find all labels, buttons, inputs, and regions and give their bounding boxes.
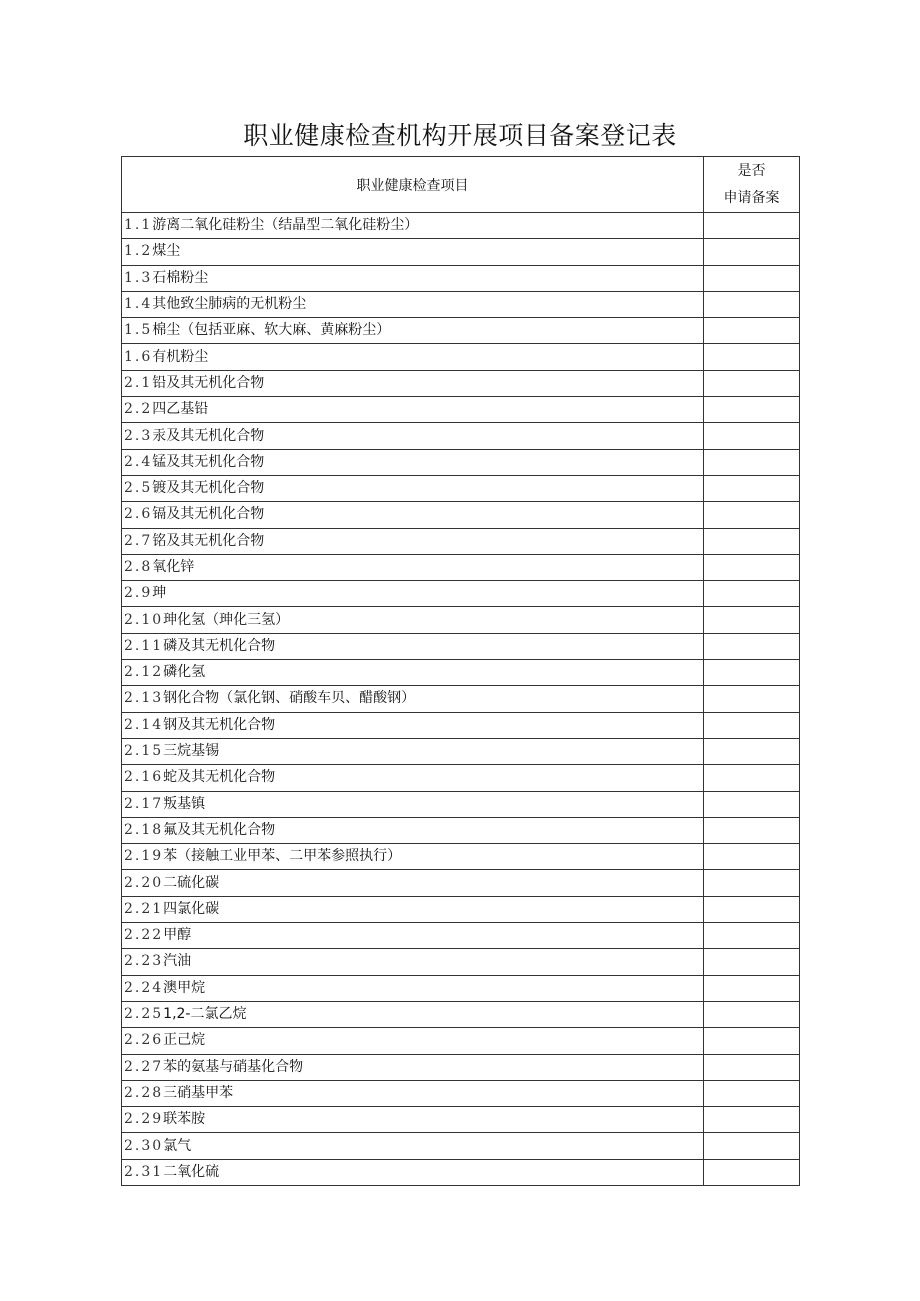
item-cell <box>122 923 704 949</box>
item-cell <box>122 738 704 764</box>
table-row <box>122 975 800 1001</box>
apply-checkbox-cell[interactable] <box>704 660 800 686</box>
apply-checkbox-cell[interactable] <box>704 423 800 449</box>
item-number: 1.1 <box>124 217 153 234</box>
item-cell <box>122 213 704 239</box>
item-cell <box>122 791 704 817</box>
table-header-row <box>122 157 800 213</box>
header-apply-line2: 申请备案 <box>723 189 780 206</box>
item-name: 镀及其无机化合物 <box>152 480 265 497</box>
apply-checkbox-cell[interactable] <box>704 686 800 712</box>
item-cell <box>122 318 704 344</box>
table-row <box>122 870 800 896</box>
item-number: 2.9 <box>124 585 153 602</box>
item-number: 2.12 <box>124 664 164 681</box>
item-cell <box>122 449 704 475</box>
item-name: 铭及其无机化合物 <box>152 532 265 549</box>
apply-checkbox-cell[interactable] <box>704 844 800 870</box>
table-row <box>122 817 800 843</box>
item-name: 钢化合物（氯化钢、硝酸车贝、醋酸钢） <box>163 690 416 707</box>
item-name: 珅化氢（珅化三氢） <box>163 611 290 628</box>
apply-checkbox-cell[interactable] <box>704 554 800 580</box>
table-row <box>122 633 800 659</box>
item-cell <box>122 660 704 686</box>
item-number: 1.3 <box>124 269 153 286</box>
item-cell <box>122 817 704 843</box>
item-number: 2.13 <box>124 690 164 707</box>
table-row <box>122 1107 800 1133</box>
item-number: 2.28 <box>124 1084 164 1101</box>
item-name: 氯气 <box>163 1137 192 1154</box>
apply-checkbox-cell[interactable] <box>704 923 800 949</box>
item-cell <box>122 528 704 554</box>
item-number: 2.23 <box>124 953 164 970</box>
item-name: 煤尘 <box>152 243 181 260</box>
item-number: 2.2 <box>124 401 153 418</box>
apply-checkbox-cell[interactable] <box>704 1107 800 1133</box>
table-row <box>122 370 800 396</box>
item-name: 棉尘（包括亚麻、软大麻、黄麻粉尘） <box>152 322 391 339</box>
apply-checkbox-cell[interactable] <box>704 397 800 423</box>
apply-checkbox-cell[interactable] <box>704 449 800 475</box>
apply-checkbox-cell[interactable] <box>704 1159 800 1185</box>
item-name: 甲醇 <box>163 927 192 944</box>
table-row <box>122 528 800 554</box>
item-name: 游离二氧化硅粉尘（结晶型二氧化硅粉尘） <box>152 217 419 234</box>
item-number: 2.30 <box>124 1137 164 1154</box>
apply-checkbox-cell[interactable] <box>704 738 800 764</box>
table-row <box>122 1133 800 1159</box>
item-number: 2.8 <box>124 559 153 575</box>
item-cell <box>122 475 704 501</box>
table-row <box>122 213 800 239</box>
apply-checkbox-cell[interactable] <box>704 370 800 396</box>
item-number: 2.27 <box>124 1058 164 1075</box>
table-row <box>122 1080 800 1106</box>
table-row <box>122 423 800 449</box>
item-cell <box>122 1001 704 1027</box>
item-number: 2.15 <box>124 743 164 760</box>
apply-checkbox-cell[interactable] <box>704 581 800 607</box>
item-number: 2.26 <box>124 1032 164 1049</box>
item-cell <box>122 344 704 370</box>
item-cell <box>122 1133 704 1159</box>
item-name: 有机粉尘 <box>152 348 209 365</box>
item-name: 三硝基甲苯 <box>163 1084 234 1101</box>
apply-checkbox-cell[interactable] <box>704 502 800 528</box>
item-number: 2.18 <box>124 821 164 838</box>
apply-checkbox-cell[interactable] <box>704 1133 800 1159</box>
item-name: 苯（接触工业甲苯、二甲苯参照执行） <box>163 848 402 865</box>
item-number: 2.14 <box>124 716 164 733</box>
item-cell <box>122 607 704 633</box>
item-name: 铅及其无机化合物 <box>152 374 265 391</box>
item-cell <box>122 712 704 738</box>
item-cell <box>122 291 704 317</box>
item-name: 其他致尘肺病的无机粉尘 <box>152 296 307 313</box>
item-number: 2.22 <box>124 927 164 944</box>
item-name: 联苯胺 <box>163 1111 206 1128</box>
item-name: 汽油 <box>163 953 192 970</box>
apply-checkbox-cell[interactable] <box>704 791 800 817</box>
table-row <box>122 554 800 580</box>
item-number: 2.17 <box>124 795 164 812</box>
item-number: 2.29 <box>124 1111 164 1128</box>
item-name: 叛基镇 <box>163 795 206 812</box>
item-name: 四乙基铅 <box>152 401 209 418</box>
apply-checkbox-cell[interactable] <box>704 475 800 501</box>
item-cell <box>122 1080 704 1106</box>
item-name: 磷及其无机化合物 <box>163 637 276 654</box>
table-row <box>122 765 800 791</box>
registration-table <box>121 156 800 1186</box>
apply-checkbox-cell[interactable] <box>704 239 800 265</box>
item-cell <box>122 896 704 922</box>
item-name: 四氯化碳 <box>163 900 220 917</box>
table-row <box>122 896 800 922</box>
table-row <box>122 844 800 870</box>
item-number: 2.25 <box>124 1006 164 1023</box>
item-cell <box>122 502 704 528</box>
apply-checkbox-cell[interactable] <box>704 949 800 975</box>
item-name: 二硫化碳 <box>163 874 220 891</box>
apply-checkbox-cell[interactable] <box>704 318 800 344</box>
item-number: 2.6 <box>124 506 153 523</box>
item-cell <box>122 949 704 975</box>
item-number: 2.31 <box>124 1163 164 1180</box>
table-row <box>122 1054 800 1080</box>
item-cell <box>122 633 704 659</box>
table-row <box>122 660 800 686</box>
table-row <box>122 607 800 633</box>
item-number: 2.11 <box>124 637 164 654</box>
item-name: 石棉粉尘 <box>152 269 209 286</box>
item-cell <box>122 1107 704 1133</box>
item-cell <box>122 423 704 449</box>
apply-checkbox-cell[interactable] <box>704 633 800 659</box>
item-name: 钢及其无机化合物 <box>163 716 276 733</box>
item-name: 蛇及其无机化合物 <box>163 769 276 786</box>
header-item-column: 职业健康检查项目 <box>122 157 704 213</box>
item-name: 澳甲烷 <box>163 979 206 996</box>
item-cell <box>122 844 704 870</box>
item-cell <box>122 975 704 1001</box>
item-name: 锰及其无机化合物 <box>152 453 265 470</box>
item-cell <box>122 1054 704 1080</box>
apply-checkbox-cell[interactable] <box>704 213 800 239</box>
item-cell <box>122 870 704 896</box>
item-name: 1,2-二氯乙烷 <box>163 1006 247 1023</box>
item-number: 2.16 <box>124 769 164 786</box>
table-row <box>122 686 800 712</box>
item-number: 2.21 <box>124 900 164 917</box>
item-number: 2.7 <box>124 532 153 549</box>
item-number: 2.10 <box>124 611 164 628</box>
apply-checkbox-cell[interactable] <box>704 817 800 843</box>
item-name: 三烷基锡 <box>163 743 220 760</box>
table-row <box>122 581 800 607</box>
apply-checkbox-cell[interactable] <box>704 607 800 633</box>
item-name: 珅 <box>152 585 167 602</box>
item-number: 2.19 <box>124 848 164 865</box>
table-row <box>122 449 800 475</box>
table-row <box>122 397 800 423</box>
table-row <box>122 923 800 949</box>
table-row <box>122 712 800 738</box>
table-row <box>122 1028 800 1054</box>
item-cell <box>122 686 704 712</box>
table-row <box>122 1001 800 1027</box>
apply-checkbox-cell[interactable] <box>704 975 800 1001</box>
item-cell <box>122 370 704 396</box>
apply-checkbox-cell[interactable] <box>704 1028 800 1054</box>
apply-checkbox-cell[interactable] <box>704 712 800 738</box>
apply-checkbox-cell[interactable] <box>704 265 800 291</box>
item-name: 磷化氢 <box>163 664 206 681</box>
table-row <box>122 475 800 501</box>
apply-checkbox-cell[interactable] <box>704 1080 800 1106</box>
header-apply-column <box>704 157 800 213</box>
apply-checkbox-cell[interactable] <box>704 344 800 370</box>
item-name: 正己烷 <box>163 1032 206 1049</box>
table-row <box>122 1159 800 1185</box>
item-cell <box>122 265 704 291</box>
table-row <box>122 291 800 317</box>
item-number: 1.2 <box>124 243 153 260</box>
item-cell <box>122 239 704 265</box>
page-title: 职业健康检查机构开展项目备案登记表 <box>243 121 677 150</box>
item-name: 苯的氨基与硝基化合物 <box>163 1058 304 1075</box>
item-cell <box>122 554 704 580</box>
table-row <box>122 949 800 975</box>
table-row <box>122 239 800 265</box>
item-cell <box>122 1028 704 1054</box>
item-cell <box>122 765 704 791</box>
item-number: 2.1 <box>124 374 153 391</box>
item-cell <box>122 1159 704 1185</box>
table-row <box>122 265 800 291</box>
apply-checkbox-cell[interactable] <box>704 896 800 922</box>
apply-checkbox-cell[interactable] <box>704 765 800 791</box>
item-number: 1.5 <box>124 322 153 339</box>
table-row <box>122 344 800 370</box>
apply-checkbox-cell[interactable] <box>704 1054 800 1080</box>
item-cell <box>122 581 704 607</box>
table-body <box>122 213 800 1186</box>
item-name: 二氧化硫 <box>163 1163 220 1180</box>
item-number: 2.24 <box>124 979 164 996</box>
table-row <box>122 502 800 528</box>
item-number: 1.6 <box>124 348 153 365</box>
table-row <box>122 791 800 817</box>
item-number: 1.4 <box>124 296 153 313</box>
item-number: 2.4 <box>124 453 153 470</box>
item-name: 镉及其无机化合物 <box>152 506 265 523</box>
table-row <box>122 318 800 344</box>
item-name: 氧化锌 <box>152 559 195 575</box>
table-row <box>122 738 800 764</box>
apply-checkbox-cell[interactable] <box>704 291 800 317</box>
item-number: 2.5 <box>124 480 153 497</box>
item-number: 2.3 <box>124 427 153 444</box>
apply-checkbox-cell[interactable] <box>704 528 800 554</box>
header-apply-line1: 是否 <box>737 162 766 179</box>
apply-checkbox-cell[interactable] <box>704 870 800 896</box>
item-name: 氟及其无机化合物 <box>163 821 276 838</box>
apply-checkbox-cell[interactable] <box>704 1001 800 1027</box>
item-name: 汞及其无机化合物 <box>152 427 265 444</box>
item-number: 2.20 <box>124 874 164 891</box>
item-cell <box>122 397 704 423</box>
